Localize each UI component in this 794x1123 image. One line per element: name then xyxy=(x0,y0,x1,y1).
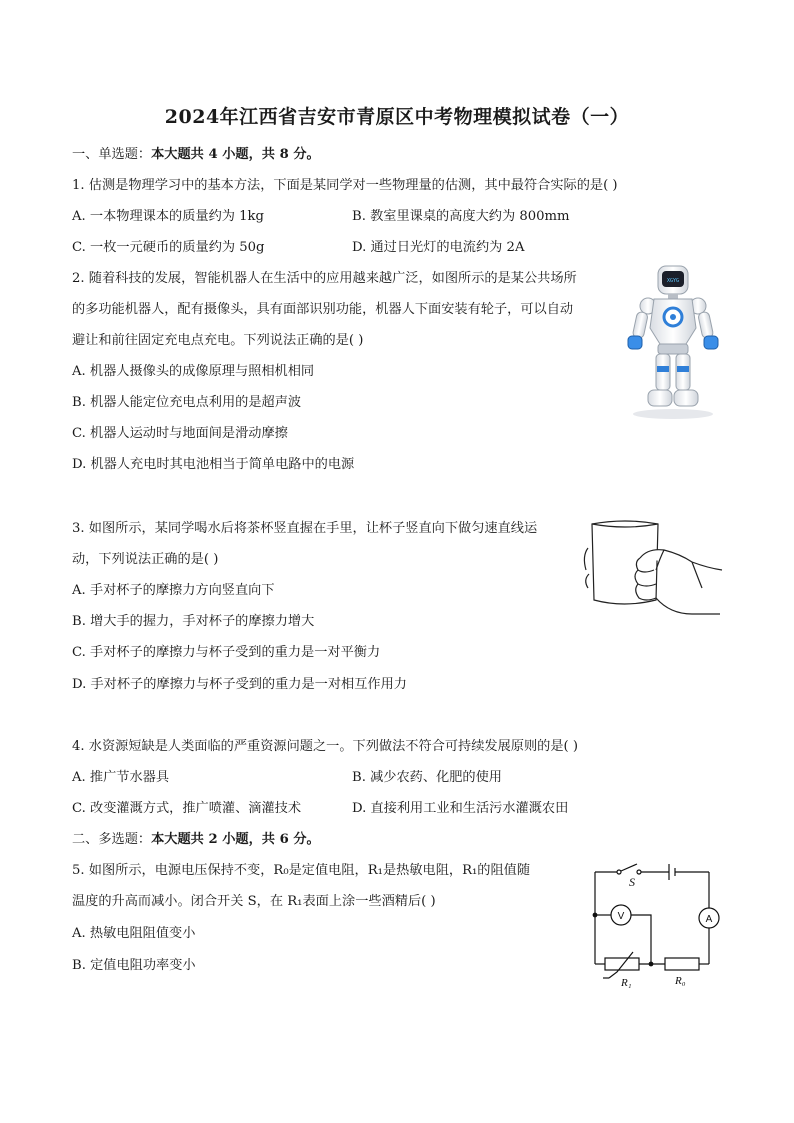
q2-stem-line2: 的多功能机器人，配有摄像头，具有面部识别功能，机器人下面安装有轮子，可以自动 xyxy=(72,302,574,317)
r1-label: R₁ xyxy=(621,977,632,989)
q2-stem-line1: 2. 随着科技的发展，智能机器人在生活中的应用越来越广泛，如图所示的是某公共场所 xyxy=(72,271,577,286)
q3-option-d: D. 手对杯子的摩擦力与杯子受到的重力是一对相互作用力 xyxy=(72,677,407,692)
switch-lever xyxy=(621,864,637,871)
section-prefix: 一、单选题： xyxy=(72,147,152,162)
section-desc: 本大题共 2 小题，共 6 分。 xyxy=(151,832,320,847)
robot-screen-text: XGYG xyxy=(666,278,680,284)
q5-stem-line1: 5. 如图所示，电源电压保持不变，R₀是定值电阻，R₁是热敏电阻，R₁的阻值随 xyxy=(72,863,531,878)
q1-option-c: C. 一枚一元硬币的质量约为 50g xyxy=(72,240,265,255)
q3-option-a: A. 手对杯子的摩擦力方向竖直向下 xyxy=(72,583,275,598)
q4-option-b: B. 减少农药、化肥的使用 xyxy=(352,770,502,785)
page-title: 2024年江西省吉安市青原区中考物理模拟试卷（一） xyxy=(164,106,630,128)
q2-option-d: D. 机器人充电时其电池相当于简单电路中的电源 xyxy=(72,457,355,472)
q3-option-c: C. 手对杯子的摩擦力与杯子受到的重力是一对平衡力 xyxy=(72,645,381,660)
robot-figure xyxy=(618,262,723,420)
q1-stem: 1. 估测是物理学习中的基本方法，下面是某同学对一些物理量的估测，其中最符合实际的是( ) xyxy=(72,178,618,193)
q2-option-c: C. 机器人运动时与地面间是滑动摩擦 xyxy=(72,426,288,441)
q5-option-a: A. 热敏电阻阻值变小 xyxy=(72,926,196,941)
q4-option-a: A. 推广节水器具 xyxy=(72,770,170,785)
q2-option-a: A. 机器人摄像头的成像原理与照相机相同 xyxy=(72,364,315,379)
ammeter-label: A xyxy=(705,914,713,925)
section-heading-single-choice xyxy=(72,146,320,164)
section-prefix: 二、多选题： xyxy=(72,832,152,847)
q1-option-a: A. 一本物理课本的质量约为 1kg xyxy=(72,209,264,224)
voltmeter-label: V xyxy=(617,911,625,922)
q2-option-b: B. 机器人能定位充电点利用的是超声波 xyxy=(72,395,302,410)
switch-label: S xyxy=(629,875,635,889)
q4-option-c: C. 改变灌溉方式，推广喷灌、滴灌技术 xyxy=(72,801,302,816)
circuit-diagram xyxy=(585,860,725,990)
q4-stem: 4. 水资源短缺是人类面临的严重资源问题之一。下列做法不符合可持续发展原则的是( ) xyxy=(72,739,579,754)
q4-option-d: D. 直接利用工业和生活污水灌溉农田 xyxy=(352,801,569,816)
r0-label: R₀ xyxy=(675,975,686,987)
q3-option-b: B. 增大手的握力，手对杯子的摩擦力增大 xyxy=(72,614,315,629)
q1-option-b: B. 教室里课桌的高度大约为 800mm xyxy=(352,209,570,224)
q5-stem-line2: 温度的升高而减小。闭合开关 S，在 R₁表面上涂一些酒精后( ) xyxy=(72,894,436,909)
q3-stem-line2: 动，下列说法正确的是( ) xyxy=(72,552,219,567)
q1-option-d: D. 通过日光灯的电流约为 2A xyxy=(352,240,525,255)
q2-stem-line3: 避让和前往固定充电点充电。下列说法正确的是( ) xyxy=(72,333,364,348)
section-heading-multiple-choice xyxy=(72,831,320,849)
cup-in-hand-figure xyxy=(580,518,725,618)
section-desc: 本大题共 4 小题，共 8 分。 xyxy=(151,147,320,162)
q5-option-b: B. 定值电阻功率变小 xyxy=(72,958,196,973)
q3-stem-line1: 3. 如图所示，某同学喝水后将茶杯竖直握在手里，让杯子竖直向下做匀速直线运 xyxy=(72,521,538,536)
